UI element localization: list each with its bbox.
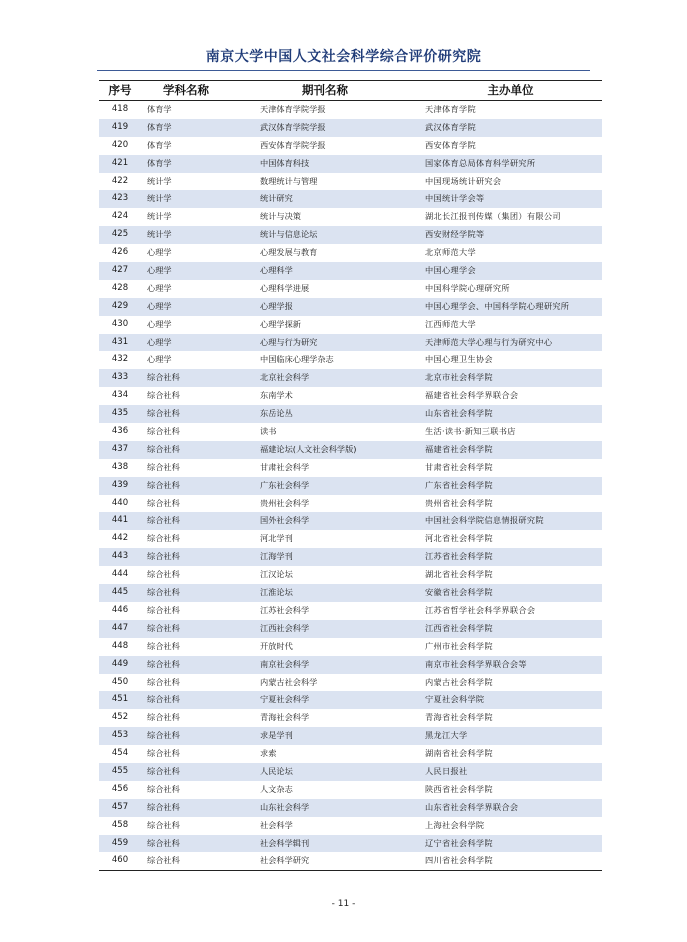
- table-row: [99, 584, 602, 602]
- discipline-cell: 综合社科: [147, 801, 180, 812]
- sponsor-cell: 江苏省哲学社会科学界联合会: [425, 604, 536, 615]
- journal-name-cell: 社会科学研究: [260, 855, 310, 866]
- journal-name-cell: 江西社会科学: [260, 622, 310, 633]
- discipline-cell: 综合社科: [147, 569, 180, 580]
- title-divider: [97, 70, 590, 71]
- discipline-cell: 综合社科: [147, 515, 180, 526]
- table-row: [99, 477, 602, 495]
- journal-name-cell: 统计与决策: [260, 211, 301, 222]
- row-number: 428: [111, 282, 129, 293]
- discipline-cell: 综合社科: [147, 479, 180, 490]
- discipline-cell: 综合社科: [147, 497, 180, 508]
- table-row: [99, 799, 602, 817]
- table-row: [99, 101, 602, 119]
- sponsor-cell: 南京市社会科学界联合会等: [425, 658, 527, 669]
- table-row: [99, 119, 602, 137]
- row-number: 437: [111, 443, 129, 454]
- row-number: 452: [111, 712, 129, 723]
- column-header-discipline: 学科名称: [163, 83, 209, 97]
- table-row: [99, 817, 602, 835]
- discipline-cell: 心理学: [147, 318, 172, 329]
- table-row: [99, 369, 602, 387]
- table-row: [99, 835, 602, 853]
- discipline-cell: 心理学: [147, 282, 172, 293]
- discipline-cell: 综合社科: [147, 622, 180, 633]
- row-number: 441: [111, 515, 129, 526]
- discipline-cell: 体育学: [147, 104, 172, 114]
- row-number: 421: [111, 157, 129, 168]
- discipline-cell: 心理学: [147, 354, 172, 365]
- table-row: [99, 208, 602, 226]
- table-row: [99, 226, 602, 244]
- sponsor-cell: 生活·读书·新知三联书店: [425, 426, 516, 437]
- sponsor-cell: 福建省社会科学界联合会: [425, 390, 519, 401]
- sponsor-cell: 北京师范大学: [425, 247, 476, 258]
- table-row: [99, 441, 602, 459]
- row-number: 420: [111, 139, 129, 150]
- journal-name-cell: 河北学刊: [260, 533, 293, 544]
- row-number: 424: [111, 211, 129, 222]
- table-row: [99, 763, 602, 781]
- table-body: [99, 101, 602, 870]
- row-number: 438: [111, 461, 129, 472]
- row-number: 451: [111, 694, 129, 705]
- row-number: 433: [111, 372, 129, 383]
- row-number: 426: [111, 247, 129, 258]
- sponsor-cell: 西安体育学院: [425, 139, 476, 150]
- sponsor-cell: 天津师范大学心理与行为研究中心: [425, 336, 553, 347]
- table-row: [99, 387, 602, 405]
- sponsor-cell: 中国心理卫生协会: [425, 354, 493, 365]
- discipline-cell: 综合社科: [147, 783, 180, 794]
- table-row: [99, 638, 602, 656]
- journal-name-cell: 人文杂志: [260, 783, 293, 794]
- sponsor-cell: 湖北省社会科学院: [425, 569, 493, 580]
- discipline-cell: 综合社科: [147, 461, 180, 472]
- row-number: 458: [111, 819, 129, 830]
- row-number: 430: [111, 318, 129, 329]
- discipline-cell: 综合社科: [147, 837, 180, 848]
- row-number: 431: [111, 336, 129, 347]
- table-row: [99, 691, 602, 709]
- sponsor-cell: 湖南省社会科学院: [425, 748, 493, 759]
- journal-name-cell: 求是学刊: [260, 730, 293, 741]
- sponsor-cell: 中国科学院心理研究所: [425, 282, 510, 293]
- sponsor-cell: 福建省社会科学院: [425, 443, 493, 454]
- discipline-cell: 体育学: [147, 121, 172, 132]
- sponsor-cell: 内蒙古社会科学院: [425, 676, 493, 687]
- journal-name-cell: 江苏社会科学: [260, 604, 310, 615]
- discipline-cell: 综合社科: [147, 712, 180, 723]
- sponsor-cell: 甘肃省社会科学院: [425, 461, 493, 472]
- journal-name-cell: 天津体育学院学报: [260, 104, 326, 114]
- row-number: 444: [111, 569, 129, 580]
- journal-name-cell: 北京社会科学: [260, 372, 310, 383]
- journal-name-cell: 心理与行为研究: [260, 336, 318, 347]
- discipline-cell: 统计学: [147, 229, 172, 240]
- row-number: 432: [111, 354, 129, 365]
- journal-name-cell: 开放时代: [260, 640, 293, 651]
- column-header-sponsor: 主办单位: [487, 83, 534, 97]
- journal-name-cell: 社会科学辑刊: [260, 837, 310, 848]
- row-number: 435: [111, 408, 129, 419]
- sponsor-cell: 辽宁省社会科学院: [425, 837, 493, 848]
- journal-name-cell: 东岳论丛: [260, 408, 293, 419]
- column-header-number: 序号: [108, 83, 132, 97]
- table-row: [99, 548, 602, 566]
- sponsor-cell: 河北省社会科学院: [425, 533, 493, 544]
- table-row: [99, 351, 602, 369]
- journal-name-cell: 江海学刊: [260, 551, 293, 562]
- journal-name-cell: 宁夏社会科学: [260, 694, 310, 705]
- table-row: [99, 173, 602, 191]
- discipline-cell: 综合社科: [147, 694, 180, 705]
- journal-name-cell: 统计研究: [260, 193, 293, 204]
- row-number: 425: [111, 229, 129, 240]
- table-row: [99, 137, 602, 155]
- table-row: [99, 852, 602, 870]
- row-number: 448: [111, 640, 129, 651]
- journal-name-cell: 内蒙古社会科学: [260, 676, 318, 687]
- sponsor-cell: 陕西省社会科学院: [425, 783, 493, 794]
- journal-name-cell: 广东社会科学: [260, 479, 310, 490]
- row-number: 442: [111, 533, 129, 544]
- page-number: - 11 -: [331, 899, 356, 909]
- sponsor-cell: 中国社会科学院信息情报研究院: [425, 515, 544, 526]
- journal-name-cell: 社会科学: [260, 819, 293, 830]
- journal-name-cell: 江淮论坛: [260, 587, 293, 598]
- sponsor-cell: 广州市社会科学院: [425, 640, 493, 651]
- discipline-cell: 体育学: [147, 139, 172, 150]
- journal-name-cell: 人民论坛: [260, 765, 293, 776]
- row-number: 446: [111, 604, 129, 615]
- sponsor-cell: 贵州省社会科学院: [425, 497, 493, 508]
- table-row: [99, 155, 602, 173]
- sponsor-cell: 中国现场统计研究会: [425, 175, 502, 186]
- discipline-cell: 综合社科: [147, 765, 180, 776]
- table-row: [99, 674, 602, 692]
- row-number: 459: [111, 837, 129, 848]
- discipline-cell: 统计学: [147, 175, 172, 186]
- journal-name-cell: 南京社会科学: [260, 658, 310, 669]
- sponsor-cell: 上海社会科学院: [425, 819, 485, 830]
- row-number: 456: [111, 783, 129, 794]
- discipline-cell: 综合社科: [147, 676, 180, 687]
- discipline-cell: 综合社科: [147, 748, 180, 759]
- journal-name-cell: 江汉论坛: [260, 569, 293, 580]
- row-number: 457: [111, 801, 129, 812]
- row-number: 419: [111, 121, 129, 132]
- journal-name-cell: 东南学术: [260, 390, 293, 401]
- discipline-cell: 统计学: [147, 193, 172, 204]
- table-row: [99, 459, 602, 477]
- sponsor-cell: 天津体育学院: [425, 104, 476, 114]
- column-header-journal: 期刊名称: [302, 83, 348, 97]
- discipline-cell: 综合社科: [147, 855, 180, 866]
- table-row: [99, 620, 602, 638]
- table-row: [99, 495, 602, 513]
- sponsor-cell: 江苏省社会科学院: [425, 551, 493, 562]
- row-number: 454: [111, 748, 129, 759]
- table-row: [99, 656, 602, 674]
- sponsor-cell: 中国心理学会: [425, 265, 476, 276]
- table-row: [99, 334, 602, 352]
- sponsor-cell: 山东省社会科学院: [425, 408, 493, 419]
- row-number: 453: [111, 730, 129, 741]
- journal-name-cell: 武汉体育学院学报: [260, 121, 326, 132]
- discipline-cell: 综合社科: [147, 658, 180, 669]
- journal-name-cell: 贵州社会科学: [260, 497, 310, 508]
- table-row: [99, 727, 602, 745]
- table-row: [99, 298, 602, 316]
- journal-name-cell: 青海社会科学: [260, 712, 310, 723]
- table-row: [99, 745, 602, 763]
- row-number: 427: [111, 265, 129, 276]
- discipline-cell: 统计学: [147, 211, 172, 222]
- discipline-cell: 综合社科: [147, 604, 180, 615]
- journal-name-cell: 求索: [260, 748, 277, 759]
- journal-name-cell: 心理科学: [260, 265, 293, 276]
- discipline-cell: 综合社科: [147, 551, 180, 562]
- discipline-cell: 综合社科: [147, 426, 180, 437]
- row-number: 447: [111, 622, 129, 633]
- journal-name-cell: 西安体育学院学报: [260, 139, 326, 150]
- table-row: [99, 190, 602, 208]
- discipline-cell: 综合社科: [147, 730, 180, 741]
- row-number: 436: [111, 426, 129, 437]
- row-number: 455: [111, 765, 129, 776]
- row-number: 440: [111, 497, 129, 508]
- discipline-cell: 心理学: [147, 247, 172, 258]
- journal-name-cell: 数理统计与管理: [260, 175, 318, 186]
- row-number: 434: [111, 390, 129, 401]
- row-number: 445: [111, 587, 129, 598]
- journal-table: [99, 80, 602, 871]
- discipline-cell: 综合社科: [147, 390, 180, 401]
- discipline-cell: 心理学: [147, 336, 172, 347]
- sponsor-cell: 北京市社会科学院: [425, 372, 493, 383]
- row-number: 429: [111, 300, 129, 311]
- journal-name-cell: 心理发展与教育: [260, 247, 318, 258]
- sponsor-cell: 中国统计学会等: [425, 193, 485, 204]
- sponsor-cell: 宁夏社会科学院: [425, 694, 485, 705]
- discipline-cell: 综合社科: [147, 587, 180, 598]
- row-number: 450: [111, 676, 129, 687]
- journal-name-cell: 统计与信息论坛: [260, 229, 318, 240]
- table-row: [99, 512, 602, 530]
- journal-name-cell: 心理学探新: [260, 318, 301, 329]
- sponsor-cell: 武汉体育学院: [425, 121, 476, 132]
- journal-name-cell: 甘肃社会科学: [260, 461, 310, 472]
- discipline-cell: 综合社科: [147, 819, 180, 830]
- journal-name-cell: 心理科学进展: [260, 282, 310, 293]
- sponsor-cell: 湖北长江报刊传媒（集团）有限公司: [425, 211, 561, 222]
- table-row: [99, 316, 602, 334]
- row-number: 418: [111, 104, 129, 114]
- sponsor-cell: 黑龙江大学: [425, 730, 468, 741]
- table-row: [99, 262, 602, 280]
- journal-name-cell: 读书: [260, 426, 277, 437]
- sponsor-cell: 江西省社会科学院: [425, 622, 493, 633]
- journal-name-cell: 心理学报: [260, 300, 293, 311]
- table-row: [99, 530, 602, 548]
- table-row: [99, 423, 602, 441]
- discipline-cell: 心理学: [147, 300, 172, 311]
- journal-name-cell: 福建论坛(人文社会科学版): [260, 443, 357, 454]
- sponsor-cell: 西安财经学院等: [425, 229, 485, 240]
- discipline-cell: 体育学: [147, 157, 172, 168]
- journal-name-cell: 中国临床心理学杂志: [260, 354, 334, 365]
- discipline-cell: 综合社科: [147, 372, 180, 383]
- sponsor-cell: 安徽省社会科学院: [425, 587, 493, 598]
- sponsor-cell: 中国心理学会、中国科学院心理研究所: [425, 300, 570, 311]
- discipline-cell: 综合社科: [147, 443, 180, 454]
- discipline-cell: 综合社科: [147, 640, 180, 651]
- row-number: 422: [111, 175, 129, 186]
- discipline-cell: 综合社科: [147, 408, 180, 419]
- sponsor-cell: 四川省社会科学院: [425, 855, 493, 866]
- discipline-cell: 综合社科: [147, 533, 180, 544]
- table-row: [99, 566, 602, 584]
- table-row: [99, 244, 602, 262]
- page-title: 南京大学中国人文社会科学综合评价研究院: [205, 49, 482, 65]
- journal-name-cell: 国外社会科学: [260, 515, 310, 526]
- row-number: 423: [111, 193, 129, 204]
- sponsor-cell: 广东省社会科学院: [425, 479, 493, 490]
- discipline-cell: 心理学: [147, 265, 172, 276]
- table-row: [99, 781, 602, 799]
- table-row: [99, 602, 602, 620]
- row-number: 449: [111, 658, 129, 669]
- sponsor-cell: 江西师范大学: [425, 318, 476, 329]
- table-header: [99, 81, 602, 101]
- row-number: 439: [111, 479, 129, 490]
- table-row: [99, 280, 602, 298]
- journal-name-cell: 山东社会科学: [260, 801, 310, 812]
- row-number: 443: [111, 551, 129, 562]
- table-row: [99, 405, 602, 423]
- sponsor-cell: 国家体育总局体育科学研究所: [425, 157, 536, 168]
- row-number: 460: [111, 855, 129, 866]
- sponsor-cell: 人民日报社: [425, 765, 468, 776]
- table-row: [99, 709, 602, 727]
- journal-name-cell: 中国体育科技: [260, 157, 310, 168]
- sponsor-cell: 山东省社会科学界联合会: [425, 801, 519, 812]
- sponsor-cell: 青海省社会科学院: [425, 712, 493, 723]
